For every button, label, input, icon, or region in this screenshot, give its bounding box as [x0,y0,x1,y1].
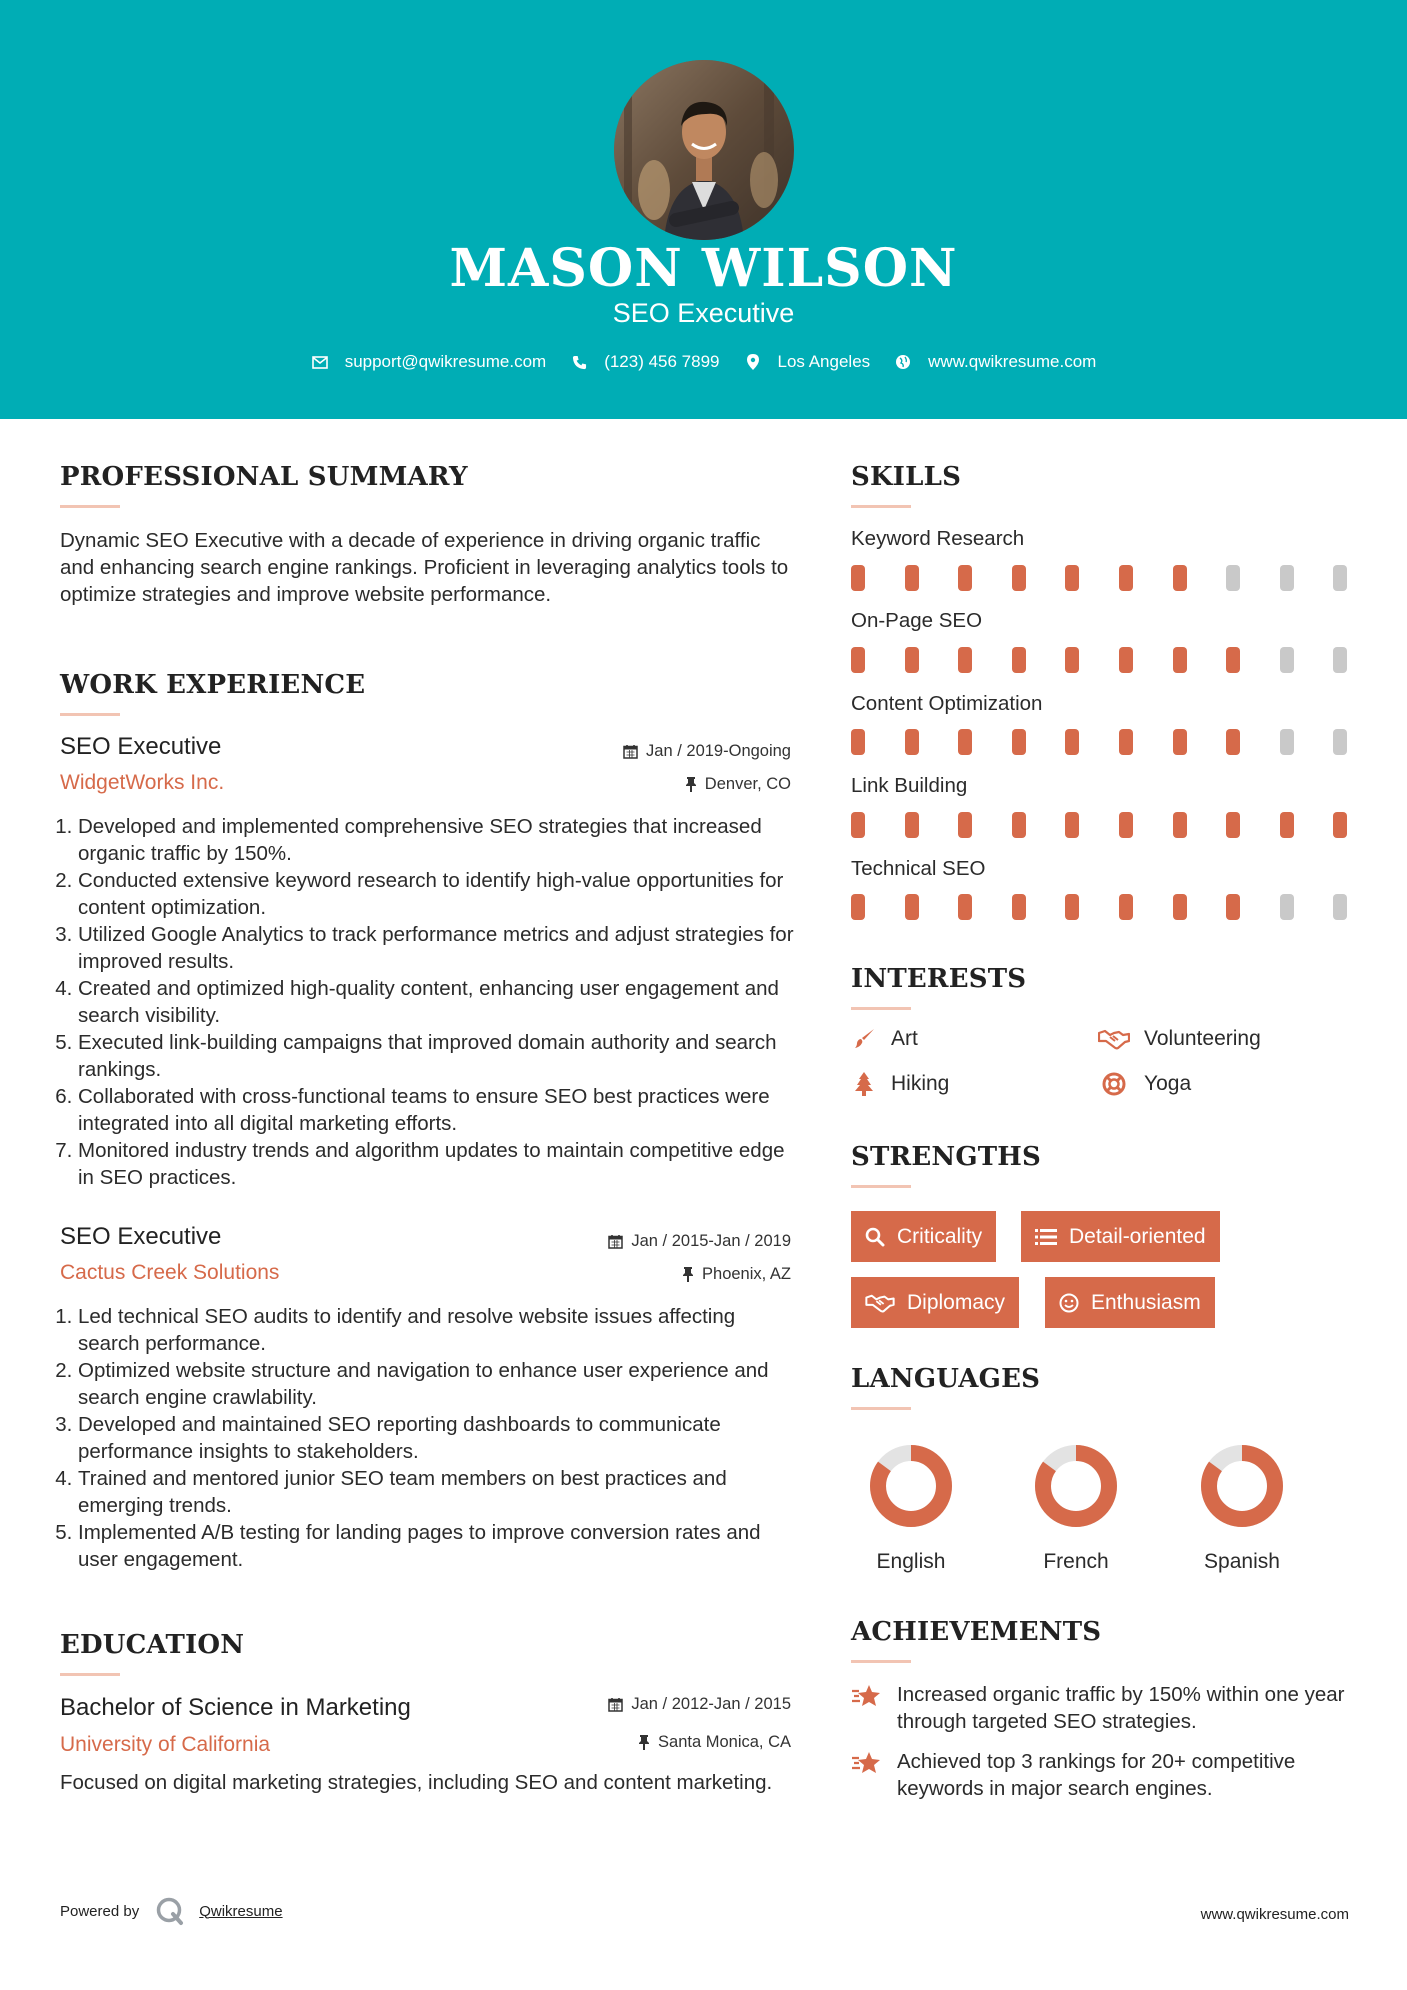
skill-dot-empty [1333,565,1347,591]
candidate-title: SEO Executive [612,298,795,328]
skill-name: On-Page SEO [851,609,983,632]
skill-rating [851,894,1351,922]
contact-phone[interactable] [570,352,719,372]
skill-dot-filled [1119,812,1133,838]
skill-dot-filled [1173,812,1187,838]
powered-by-text: Powered by [60,1902,140,1920]
interest-item [1098,1071,1191,1097]
skill-dot-filled [1012,894,1026,920]
email-text: support@qwikresume.com [344,352,547,371]
interest-label: Art [891,1027,918,1050]
skill-name: Link Building [851,774,968,797]
job-bullets [60,813,800,1191]
strength-tag [851,1211,996,1262]
resume-header [0,0,1407,419]
section-divider [851,505,911,508]
experience-heading: WORK EXPERIENCE [60,670,366,700]
strength-label: Diplomacy [907,1290,1006,1314]
list-item: 2. Conducted extensive keyword research to identify high-value opportunities for content optimization. [78,867,800,921]
strength-tag [1021,1211,1220,1262]
dates-text: Jan / 2015-Jan / 2019 [631,1232,791,1250]
skill-dot-filled [1012,729,1026,755]
list-item: 1. Led technical SEO audits to identify and resolve website issues affecting search performance. [78,1303,800,1357]
language-donut [1031,1441,1121,1531]
company-name: WidgetWorks Inc. [60,771,225,794]
interest-label: Volunteering [1144,1027,1261,1050]
language-item [1182,1441,1302,1574]
skill-dot-filled [1065,729,1079,755]
list-item: 5. Executed link-building campaigns that improved domain authority and search rankings. [78,1029,800,1083]
section-divider [60,713,120,716]
skill-dot-filled [1119,894,1133,920]
job-title: SEO Executive [60,733,222,760]
skill-dot-filled [958,812,972,838]
skill-name: Keyword Research [851,527,1025,550]
lifebuoy-icon [1098,1071,1130,1097]
interest-item [851,1026,918,1052]
list-item: 7. Monitored industry trends and algorithm updates to maintain competitive edge in SEO practices. [78,1137,800,1191]
achievement-item [851,1748,1351,1802]
achievements-heading: ACHIEVEMENTS [851,1617,1102,1647]
skill-dot-filled [851,647,865,673]
strength-label: Criticality [897,1224,983,1248]
skill-dot-filled [958,894,972,920]
location-text: Phoenix, AZ [702,1265,791,1283]
strength-tag [1045,1277,1215,1328]
smile-icon [1059,1293,1079,1313]
skill-dot-filled [905,812,919,838]
location-text: Los Angeles [777,352,871,371]
dates-text: Jan / 2019-Ongoing [646,742,791,760]
skill-dot-filled [905,894,919,920]
skill-dot-filled [1119,647,1133,673]
skill-dot-empty [1280,729,1294,755]
skill-dot-filled [1173,894,1187,920]
pushpin-icon [685,777,697,792]
skill-dot-filled [1226,647,1240,673]
language-item [851,1441,971,1574]
list-item: 3. Developed and maintained SEO reporting dashboards to communicate performance insights to stakeholders. [78,1411,800,1465]
education-heading: EDUCATION [60,1630,245,1660]
strengths-heading: STRENGTHS [851,1142,1042,1172]
job-location [682,1265,791,1284]
map-pin-icon [744,353,762,371]
interest-item [1098,1026,1261,1052]
skill-dot-filled [1065,565,1079,591]
strength-label: Detail-oriented [1069,1224,1206,1248]
skill-dot-filled [1173,729,1187,755]
profile-photo [614,60,794,240]
phone-text: (123) 456 7899 [604,352,720,371]
skill-dot-filled [851,565,865,591]
language-label: English [876,1550,946,1573]
calendar-icon [608,1234,623,1249]
list-item: 2. Optimized website structure and navigation to enhance user experience and search engine crawlability. [78,1357,800,1411]
strength-tag [851,1277,1019,1328]
list-item: 4. Trained and mentored junior SEO team members on best practices and emerging trends. [78,1465,800,1519]
pushpin-icon [638,1735,650,1750]
skill-dot-filled [1333,812,1347,838]
job-location [685,775,791,794]
skill-dot-filled [1173,565,1187,591]
section-divider [851,1407,911,1410]
skill-dot-filled [1226,894,1240,920]
skill-rating [851,647,1351,675]
skill-dot-empty [1280,565,1294,591]
skill-dot-empty [1333,647,1347,673]
skill-rating [851,565,1351,593]
section-divider [851,1660,911,1663]
job-dates [608,1232,791,1251]
languages-heading: LANGUAGES [851,1364,1041,1394]
list-item: 4. Created and optimized high-quality content, enhancing user engagement and search visibility. [78,975,800,1029]
interests-heading: INTERESTS [851,964,1027,994]
interest-label: Yoga [1144,1072,1192,1095]
handshake-icon [1098,1026,1130,1052]
calendar-icon [623,744,638,759]
list-item: 1. Developed and implemented comprehensive SEO strategies that increased organic traffic by 150%. [78,813,800,867]
summary-text: Dynamic SEO Executive with a decade of experience in driving organic traffic and enhancing search engine rankings. Proficient in leveraging analytics tools to optimize strategies and improve website performance. [60,529,789,606]
qwikresume-link[interactable]: Qwikresume [199,1902,283,1920]
globe-icon [894,353,912,371]
skill-dot-filled [1065,647,1079,673]
location-text: Denver, CO [704,775,791,793]
skill-dot-filled [1119,565,1133,591]
skill-dot-filled [1012,812,1026,838]
skill-dot-filled [958,565,972,591]
candidate-name: MASON WILSON [449,238,958,299]
list-icon [1035,1228,1057,1246]
list-item: 3. Utilized Google Analytics to track performance metrics and adjust strategies for improved results. [78,921,800,975]
contact-bar [0,352,1407,372]
skill-dot-filled [851,812,865,838]
handshake-icon [865,1293,895,1313]
skill-dot-filled [905,729,919,755]
skill-rating [851,729,1351,757]
contact-location [744,352,871,372]
footer-url[interactable]: www.qwikresume.com [1200,1906,1349,1923]
footer-branding [60,1896,283,1926]
skill-dot-filled [1226,729,1240,755]
contact-email[interactable] [311,352,547,372]
interest-label: Hiking [891,1072,950,1095]
skill-dot-filled [851,729,865,755]
paintbrush-icon [851,1026,877,1052]
skill-dot-filled [1065,894,1079,920]
skill-name: Content Optimization [851,692,1043,715]
envelope-icon [311,353,329,371]
phone-icon [570,353,588,371]
language-donut [1197,1441,1287,1531]
language-donut [866,1441,956,1531]
skill-dot-empty [1280,647,1294,673]
achievement-item [851,1681,1351,1735]
skill-dot-empty [1226,565,1240,591]
qwikresume-logo-icon [155,1896,185,1926]
star-badge-icon [851,1748,883,1802]
pushpin-icon [682,1267,694,1282]
skill-dot-filled [1226,812,1240,838]
search-icon [865,1227,885,1247]
skill-dot-filled [1280,812,1294,838]
skill-dot-filled [905,647,919,673]
skill-dot-filled [958,729,972,755]
location-text: Santa Monica, CA [658,1733,791,1751]
skill-dot-empty [1333,894,1347,920]
section-divider [60,505,120,508]
interest-item [851,1071,949,1097]
dates-text: Jan / 2012-Jan / 2015 [631,1695,791,1713]
summary-heading: PROFESSIONAL SUMMARY [60,462,468,492]
website-text: www.qwikresume.com [928,352,1097,371]
skill-dot-empty [1280,894,1294,920]
job-bullets [60,1303,800,1573]
achievement-text: Increased organic traffic by 150% within one year through targeted SEO strategies. [897,1683,1345,1733]
language-label: French [1043,1550,1109,1573]
tree-icon [851,1071,877,1097]
star-badge-icon [851,1681,883,1735]
list-item: 6. Collaborated with cross-functional teams to ensure SEO best practices were integrated into all digital marketing efforts. [78,1083,800,1137]
skill-dot-filled [1119,729,1133,755]
section-divider [851,1185,911,1188]
skill-rating [851,812,1351,840]
skill-dot-filled [1012,647,1026,673]
calendar-icon [608,1697,623,1712]
language-label: Spanish [1204,1550,1280,1573]
skill-dot-filled [1012,565,1026,591]
strength-label: Enthusiasm [1091,1290,1201,1314]
job-dates [623,742,791,761]
skill-dot-filled [1065,812,1079,838]
skill-dot-filled [958,647,972,673]
job-title: SEO Executive [60,1223,222,1250]
company-name: Cactus Creek Solutions [60,1261,280,1284]
achievement-text: Achieved top 3 rankings for 20+ competitive keywords in major search engines. [897,1750,1296,1800]
school-name: University of California [60,1733,271,1756]
skill-dot-filled [851,894,865,920]
section-divider [60,1673,120,1676]
education-description: Focused on digital marketing strategies, including SEO and content marketing. [60,1771,773,1794]
skill-dot-filled [905,565,919,591]
list-item: 5. Implemented A/B testing for landing pages to improve conversion rates and user engagement. [78,1519,800,1573]
skills-heading: SKILLS [851,462,962,492]
language-item [1016,1441,1136,1574]
education-dates [608,1695,791,1714]
skill-dot-empty [1333,729,1347,755]
degree-title: Bachelor of Science in Marketing [60,1694,411,1721]
contact-website[interactable] [894,352,1096,372]
section-divider [851,1007,911,1010]
skill-dot-filled [1173,647,1187,673]
education-location [638,1733,791,1752]
skill-name: Technical SEO [851,857,986,880]
